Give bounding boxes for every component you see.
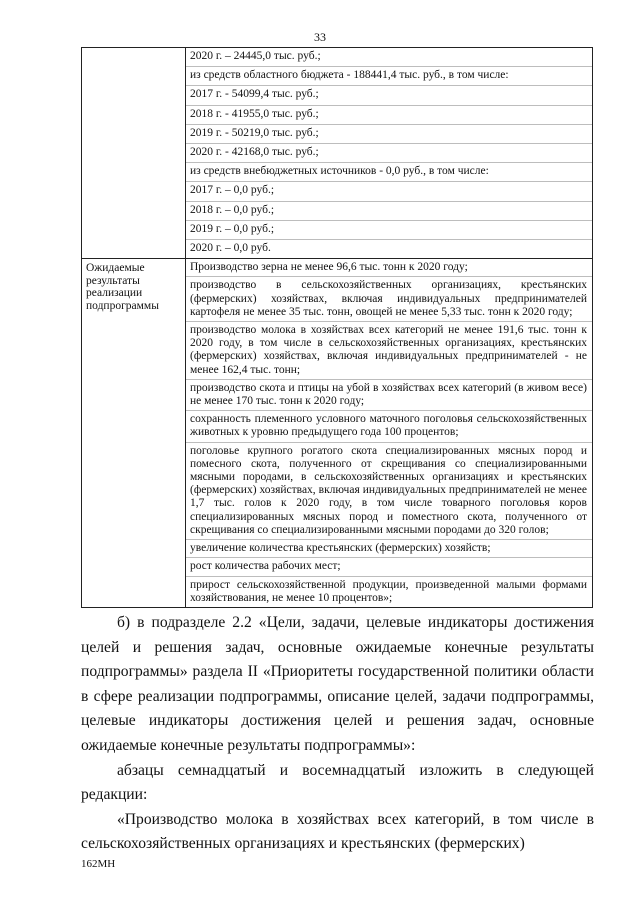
result-line: производство скота и птицы на убой в хозяйствах всех категорий (в живом весе) не менее 170 тыс. тонн к 2020 году; bbox=[186, 380, 592, 411]
funding-line: 2020 г. – 24445,0 тыс. руб.; bbox=[186, 48, 592, 67]
results-cell bbox=[186, 259, 593, 608]
result-line: сохранность племенного условного маточного поголовья сельскохозяйственных животных к уровню предыдущего года 100 процентов; bbox=[186, 411, 592, 442]
page-number: 33 bbox=[314, 30, 326, 44]
results-label-cell: Ожидаемые результаты реализации подпрограммы bbox=[82, 259, 186, 608]
result-line: поголовье крупного рогатого скота специализированных мясных пород и помесного скота, полученного от скрещивания со специализированными мясными породами, в сельскохозяйственных организациях и крестьянских (фермерских) хозяйствах, включая индивидуальных предпринимателей не менее 1,7 тыс. голов к 2020 году, в том числе товарного поголовья коров специализированных мясных пород и поместного скота, полученного от скрещивания со специализированными мясными породами до 320 голов; bbox=[186, 443, 592, 540]
result-line: производство молока в хозяйствах всех категорий не менее 191,6 тыс. тонн к 2020 году, в том числе в сельскохозяйственных организациях, крестьянских (фермерских) хозяйствах, включая индивидуальных предпринимателей - не менее 162,4 тыс. тонн; bbox=[186, 322, 592, 380]
body-text bbox=[81, 611, 594, 857]
document-code: 162МН bbox=[81, 858, 116, 870]
funding-cell bbox=[186, 48, 593, 259]
funding-line: 2020 г. - 42168,0 тыс. руб.; bbox=[186, 144, 592, 163]
funding-line: 2018 г. - 41955,0 тыс. руб.; bbox=[186, 106, 592, 125]
funding-line: 2017 г. - 54099,4 тыс. руб.; bbox=[186, 86, 592, 105]
funding-line: 2017 г. – 0,0 руб.; bbox=[186, 182, 592, 201]
table-row bbox=[82, 48, 593, 259]
funding-line: из средств внебюджетных источников - 0,0 руб., в том числе: bbox=[186, 163, 592, 182]
result-line: рост количества рабочих мест; bbox=[186, 558, 592, 576]
funding-line: 2019 г. - 50219,0 тыс. руб.; bbox=[186, 125, 592, 144]
empty-label-cell bbox=[82, 48, 186, 259]
result-line: прирост сельскохозяйственной продукции, произведенной малыми формами хозяйствования, не менее 10 процентов»; bbox=[190, 578, 587, 604]
funding-line: 2020 г. – 0,0 руб. bbox=[190, 242, 271, 255]
body-paragraph: б) в подразделе 2.2 «Цели, задачи, целевые индикаторы достижения целей и решения задач, основные ожидаемые конечные результаты подпрограммы» раздела II «Приоритеты государственной политики области в сфере реализации подпрограммы, описание целей, задачи подпрограммы, целевые индикаторы достижения целей и решения задач, основные ожидаемые конечные результаты подпрограммы»: bbox=[81, 614, 594, 754]
result-line: Производство зерна не менее 96,6 тыс. тонн к 2020 году; bbox=[186, 259, 592, 277]
funding-line: из средств областного бюджета - 188441,4 тыс. руб., в том числе: bbox=[186, 67, 592, 86]
funding-line: 2018 г. – 0,0 руб.; bbox=[186, 202, 592, 221]
funding-line: 2019 г. – 0,0 руб.; bbox=[186, 221, 592, 240]
body-paragraph: «Производство молока в хозяйствах всех категорий, в том числе в сельскохозяйственных организациях и крестьянских (фермерских) bbox=[81, 810, 594, 853]
table-row bbox=[82, 259, 593, 608]
body-paragraph: абзацы семнадцатый и восемнадцатый изложить в следующей редакции: bbox=[81, 761, 594, 804]
result-line: увеличение количества крестьянских (фермерских) хозяйств; bbox=[186, 540, 592, 558]
subprogram-passport-table bbox=[81, 47, 593, 608]
result-line: производство в сельскохозяйственных организациях, крестьянских (фермерских) хозяйствах, включая индивидуальных предпринимателей картофеля не менее 35 тыс. тонн, овощей не менее 5,33 тыс. тонн к 2020 году; bbox=[186, 277, 592, 322]
